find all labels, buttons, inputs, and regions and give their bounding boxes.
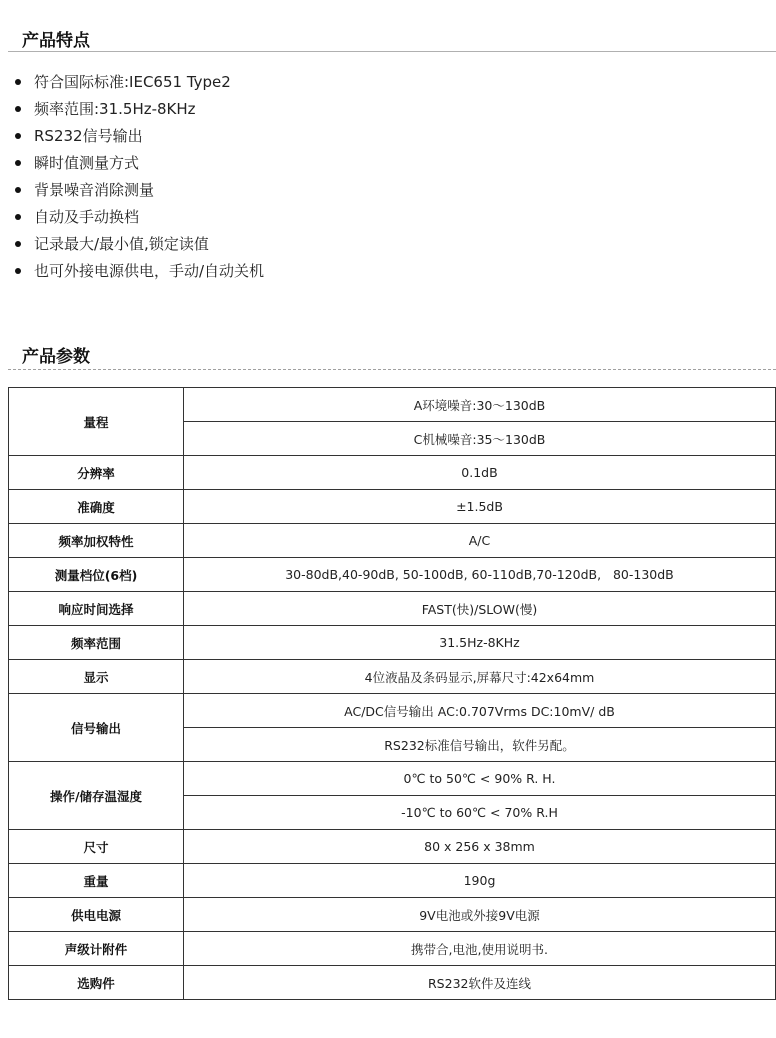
- bullet-icon: [15, 241, 21, 247]
- spec-row-optional: [9, 966, 776, 1000]
- feature-text: RS232信号输出: [34, 127, 143, 145]
- bullet-icon: [15, 79, 21, 85]
- spec-value: 31.5Hz-8KHz: [184, 626, 776, 660]
- spec-value: 4位液晶及条码显示,屏幕尺寸:42x64mm: [184, 660, 776, 694]
- feature-item: [14, 70, 264, 97]
- bullet-icon: [15, 214, 21, 220]
- spec-row-weighting: [9, 524, 776, 558]
- feature-text: 自动及手动换档: [34, 208, 140, 226]
- spec-value: A环境噪音:30～130dB: [184, 388, 776, 422]
- spec-row-accuracy: [9, 490, 776, 524]
- feature-item: [14, 205, 264, 232]
- spec-label: 响应时间选择: [9, 592, 184, 626]
- feature-text: 也可外接电源供电，手动/自动关机: [34, 262, 265, 280]
- spec-value: RS232标准信号输出，软件另配。: [184, 728, 776, 762]
- spec-label: 量程: [9, 388, 184, 456]
- spec-row-dimensions: [9, 830, 776, 864]
- spec-row-levels: [9, 558, 776, 592]
- specs-table: [8, 387, 776, 1000]
- spec-label: 频率加权特性: [9, 524, 184, 558]
- spec-label: 选购件: [9, 966, 184, 1000]
- spec-value: 0℃ to 50℃ < 90% R. H.: [184, 762, 776, 796]
- spec-value: 携带合,电池,使用说明书.: [184, 932, 776, 966]
- specs-divider: [8, 369, 776, 370]
- spec-value: C机械噪音:35～130dB: [184, 422, 776, 456]
- features-title: 产品特点: [22, 31, 90, 51]
- spec-label: 显示: [9, 660, 184, 694]
- spec-label: 准确度: [9, 490, 184, 524]
- spec-value: 9V电池或外接9V电源: [184, 898, 776, 932]
- spec-label: 操作/储存温湿度: [9, 762, 184, 830]
- bullet-icon: [15, 133, 21, 139]
- bullet-icon: [15, 268, 21, 274]
- spec-label: 测量档位(6档): [9, 558, 184, 592]
- spec-label: 尺寸: [9, 830, 184, 864]
- feature-text: 频率范围:31.5Hz-8KHz: [34, 100, 196, 118]
- spec-row-environment: [9, 762, 776, 796]
- spec-label: 声级计附件: [9, 932, 184, 966]
- spec-row-display: [9, 660, 776, 694]
- spec-value: RS232软件及连线: [184, 966, 776, 1000]
- spec-row-weight: [9, 864, 776, 898]
- spec-row-response: [9, 592, 776, 626]
- feature-item: [14, 232, 264, 259]
- spec-row-output: [9, 694, 776, 728]
- feature-text: 符合国际标准:IEC651 Type2: [34, 73, 231, 91]
- feature-item: [14, 178, 264, 205]
- spec-label: 信号输出: [9, 694, 184, 762]
- spec-label: 重量: [9, 864, 184, 898]
- spec-value: AC/DC信号输出 AC:0.707Vrms DC:10mV/ dB: [184, 694, 776, 728]
- spec-label: 频率范围: [9, 626, 184, 660]
- spec-value: 190g: [184, 864, 776, 898]
- feature-text: 记录最大/最小值,锁定读值: [34, 235, 209, 253]
- features-list: [14, 70, 264, 286]
- feature-text: 背景噪音消除测量: [34, 181, 155, 199]
- spec-value: 0.1dB: [184, 456, 776, 490]
- features-divider: [8, 51, 776, 52]
- spec-value: 30-80dB,40-90dB, 50-100dB, 60-110dB,70-120dB, 80-130dB: [184, 558, 776, 592]
- specs-title: 产品参数: [22, 347, 90, 367]
- bullet-icon: [15, 106, 21, 112]
- spec-value: A/C: [184, 524, 776, 558]
- spec-row-accessories: [9, 932, 776, 966]
- spec-row-range: [9, 388, 776, 422]
- bullet-icon: [15, 187, 21, 193]
- spec-value: -10℃ to 60℃ < 70% R.H: [184, 796, 776, 830]
- bullet-icon: [15, 160, 21, 166]
- feature-item: [14, 259, 264, 286]
- feature-text: 瞬时值测量方式: [34, 154, 140, 172]
- spec-row-frequency: [9, 626, 776, 660]
- spec-row-resolution: [9, 456, 776, 490]
- spec-value: FAST(快)/SLOW(慢): [184, 592, 776, 626]
- feature-item: [14, 151, 264, 178]
- spec-value: 80 x 256 x 38mm: [184, 830, 776, 864]
- spec-label: 供电电源: [9, 898, 184, 932]
- spec-label: 分辨率: [9, 456, 184, 490]
- feature-item: [14, 97, 264, 124]
- spec-row-power: [9, 898, 776, 932]
- feature-item: [14, 124, 264, 151]
- spec-value: ±1.5dB: [184, 490, 776, 524]
